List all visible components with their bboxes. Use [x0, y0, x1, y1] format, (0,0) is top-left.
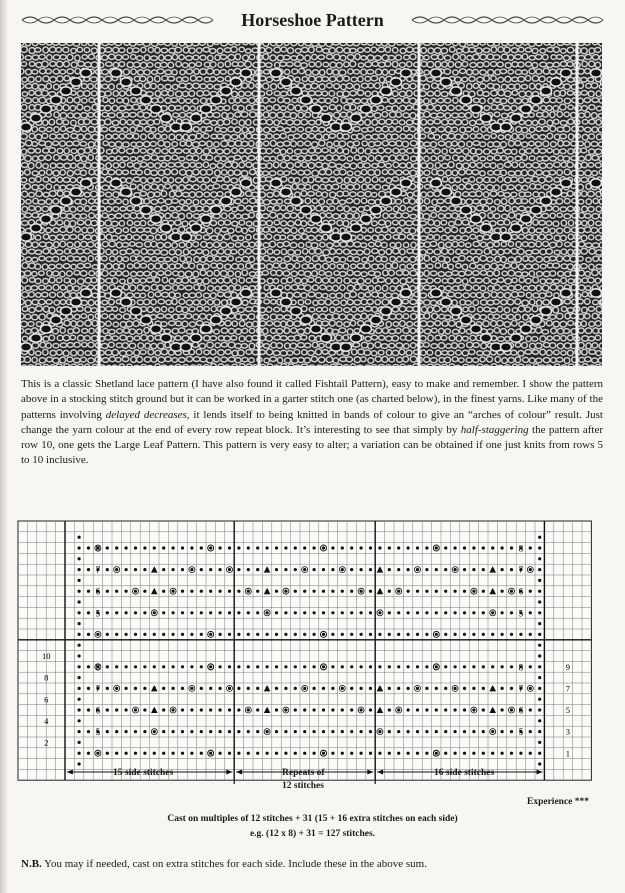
svg-text:5: 5	[95, 608, 101, 619]
nb-label: N.B.	[21, 858, 42, 870]
svg-text:5: 5	[518, 727, 524, 738]
svg-text:8: 8	[518, 662, 524, 673]
cast-on-instruction: Cast on multiples of 12 stitches + 31 (15 + 16 extra stitches on each side)	[167, 814, 458, 824]
svg-text:7: 7	[95, 683, 101, 694]
lace-swatch-photo	[21, 43, 602, 366]
right-side-label: 16 side stitches	[434, 768, 495, 778]
repeat-label-line1: Repeats of	[282, 768, 325, 778]
svg-text:6: 6	[518, 705, 524, 716]
left-row-number: 2	[44, 737, 49, 748]
svg-text:6: 6	[95, 705, 101, 716]
svg-text:8: 8	[95, 543, 101, 554]
svg-text:7: 7	[95, 565, 101, 576]
page-header	[20, 6, 605, 36]
svg-text:7: 7	[518, 565, 524, 576]
left-side-label: 15 side stitches	[113, 768, 174, 778]
right-row-number: 5	[565, 705, 571, 716]
knitting-chart	[10, 514, 610, 796]
intro-segment: , it lends itself to being knitted in bands of colour to give an “arches of colour” result. Just change the yarn colour at the end of every row repeat block. It’s interesting to see that simply by	[21, 408, 603, 436]
nb-note	[21, 858, 427, 870]
nb-text: You may if needed, cast on extra stitches for each side. Include these in the above sum.	[41, 858, 427, 870]
svg-text:5: 5	[95, 727, 101, 738]
right-row-number: 9	[565, 661, 571, 672]
left-row-number: 10	[41, 651, 51, 662]
intro-segment: This is a classic Shetland lace pattern (I have also found it called Fishtail Pattern), easy to make and remember. I show the pattern above in a stocking stitch ground but it can be worked in a garter stitch one (as charted below), in the finest yarns. Like many of the patterns involving	[21, 378, 603, 421]
page-title: Horseshoe Pattern	[241, 10, 384, 30]
svg-text:6: 6	[518, 586, 524, 597]
left-row-number: 4	[44, 715, 49, 726]
lace-texture-image	[21, 43, 602, 366]
book-spine-shadow	[0, 0, 8, 893]
intro-segment: delayed decreases	[105, 408, 187, 421]
svg-text:8: 8	[518, 543, 524, 554]
svg-text:7: 7	[518, 683, 524, 694]
repeat-label-line2: 12 stitches	[282, 781, 324, 791]
left-row-number: 8	[44, 672, 49, 683]
svg-text:5: 5	[518, 608, 524, 619]
right-row-number: 1	[565, 748, 571, 759]
intro-paragraph	[21, 377, 603, 469]
experience-rating: Experience ***	[527, 797, 590, 807]
left-row-number: 6	[44, 694, 49, 705]
chart-grid	[18, 521, 591, 780]
right-ornament-icon	[410, 14, 605, 26]
cast-on-example: e.g. (12 x 8) + 31 = 127 stitches.	[249, 829, 376, 839]
intro-segment: half-staggering	[460, 423, 529, 436]
right-row-number: 3	[565, 726, 571, 737]
svg-text:8: 8	[95, 662, 101, 673]
svg-text:6: 6	[95, 586, 101, 597]
right-row-number: 7	[565, 683, 571, 694]
intro-segment: the pattern after row 10, one gets the Large Leaf Pattern. This pattern is very easy to alter; a variation can be obtained if one just knits from rows 5 to 10 inclusive.	[21, 423, 603, 467]
